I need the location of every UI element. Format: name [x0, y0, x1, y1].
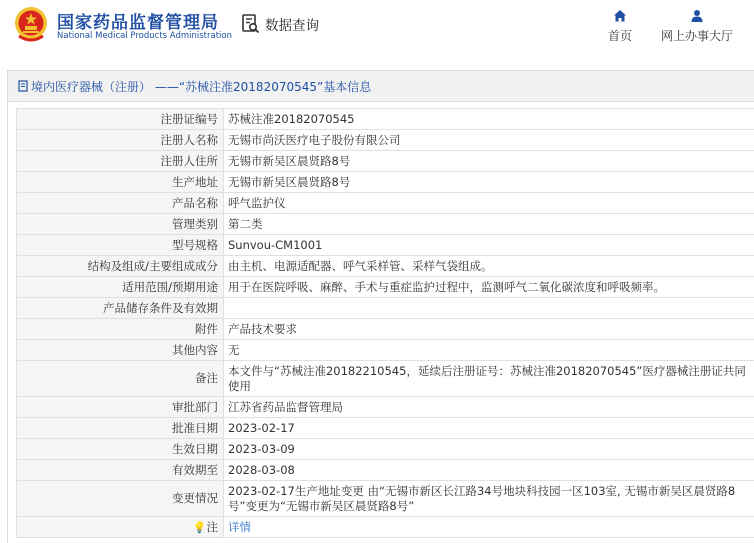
row-label: 注册证编号	[17, 109, 224, 130]
logo-subtitle[interactable]: National Medical Products Administration	[57, 31, 232, 41]
home-icon	[613, 9, 627, 23]
row-label: 有效期至	[17, 460, 224, 481]
row-label: 备注	[17, 361, 224, 397]
national-emblem-icon[interactable]	[14, 6, 48, 42]
details-link[interactable]: 详情	[228, 520, 251, 534]
row-value: 无	[224, 340, 754, 361]
nav-online-service-hall[interactable]	[656, 9, 738, 44]
table-row	[17, 418, 754, 439]
row-label: 生效日期	[17, 439, 224, 460]
table-row	[17, 298, 754, 319]
table-row	[17, 460, 754, 481]
table-row	[17, 481, 754, 517]
nav-hall-label: 网上办事大厅	[656, 27, 738, 44]
table-row	[17, 109, 754, 130]
row-label: 管理类别	[17, 214, 224, 235]
row-value: 本文件与“苏械注准20182210545，延续后注册证号：苏械注准20182070545”医疗器械注册证共同使用	[224, 361, 754, 397]
table-row	[17, 277, 754, 298]
table-row	[17, 130, 754, 151]
row-value: 用于在医院呼吸、麻醉、手术与重症监护过程中，监测呼气二氧化碳浓度和呼吸频率。	[224, 277, 754, 298]
table-row	[17, 397, 754, 418]
nav-home[interactable]	[604, 9, 636, 44]
table-row	[17, 361, 754, 397]
table-row	[17, 172, 754, 193]
row-label: 注册人住所	[17, 151, 224, 172]
lightbulb-icon: 💡	[193, 521, 207, 534]
note-value-cell	[224, 517, 754, 538]
note-label-cell	[17, 517, 224, 538]
row-value: 由主机、电源适配器、呼气采样管、采样气袋组成。	[224, 256, 754, 277]
table-row	[17, 193, 754, 214]
detail-panel	[7, 70, 754, 543]
data-query-label: 数据查询	[265, 14, 319, 34]
row-label: 适用范围/预期用途	[17, 277, 224, 298]
row-value: 呼气监护仪	[224, 193, 754, 214]
note-row	[17, 517, 754, 538]
row-label: 结构及组成/主要组成成分	[17, 256, 224, 277]
row-label: 产品储存条件及有效期	[17, 298, 224, 319]
table-row	[17, 214, 754, 235]
table-row	[17, 319, 754, 340]
note-label: 注	[207, 520, 219, 534]
row-value	[224, 298, 754, 319]
row-label: 其他内容	[17, 340, 224, 361]
data-query-link[interactable]	[242, 14, 319, 34]
row-value: Sunvou-CM1001	[224, 235, 754, 256]
row-label: 注册人名称	[17, 130, 224, 151]
user-icon	[690, 9, 704, 23]
row-label: 附件	[17, 319, 224, 340]
table-row	[17, 256, 754, 277]
row-value: 2023-02-17生产地址变更 由“无锡市新区长江路34号地块科技园一区103室, 无锡市新吴区晨贤路8号”变更为“无锡市新吴区晨贤路8号”	[224, 481, 754, 517]
table-row	[17, 235, 754, 256]
row-value: 2028-03-08	[224, 460, 754, 481]
row-label: 变更情况	[17, 481, 224, 517]
data-query-icon	[242, 14, 260, 34]
page-title: 境内医疗器械（注册） ——“苏械注准20182070545”基本信息	[31, 78, 371, 95]
table-row	[17, 439, 754, 460]
row-value: 江苏省药品监督管理局	[224, 397, 754, 418]
logo-title[interactable]: 国家药品监督管理局	[57, 8, 219, 33]
row-value: 2023-02-17	[224, 418, 754, 439]
document-icon	[18, 80, 29, 92]
row-value: 第二类	[224, 214, 754, 235]
row-label: 生产地址	[17, 172, 224, 193]
row-value: 2023-03-09	[224, 439, 754, 460]
table-row	[17, 151, 754, 172]
row-value: 产品技术要求	[224, 319, 754, 340]
info-table	[16, 108, 754, 538]
row-value: 无锡市尚沃医疗电子股份有限公司	[224, 130, 754, 151]
row-value: 无锡市新吴区晨贤路8号	[224, 172, 754, 193]
table-row	[17, 340, 754, 361]
site-header	[0, 0, 754, 60]
page-title-bar	[8, 71, 754, 102]
nav-home-label: 首页	[604, 27, 636, 44]
row-label: 批准日期	[17, 418, 224, 439]
row-label: 产品名称	[17, 193, 224, 214]
row-value: 苏械注准20182070545	[224, 109, 754, 130]
row-label: 审批部门	[17, 397, 224, 418]
row-label: 型号规格	[17, 235, 224, 256]
row-value: 无锡市新吴区晨贤路8号	[224, 151, 754, 172]
